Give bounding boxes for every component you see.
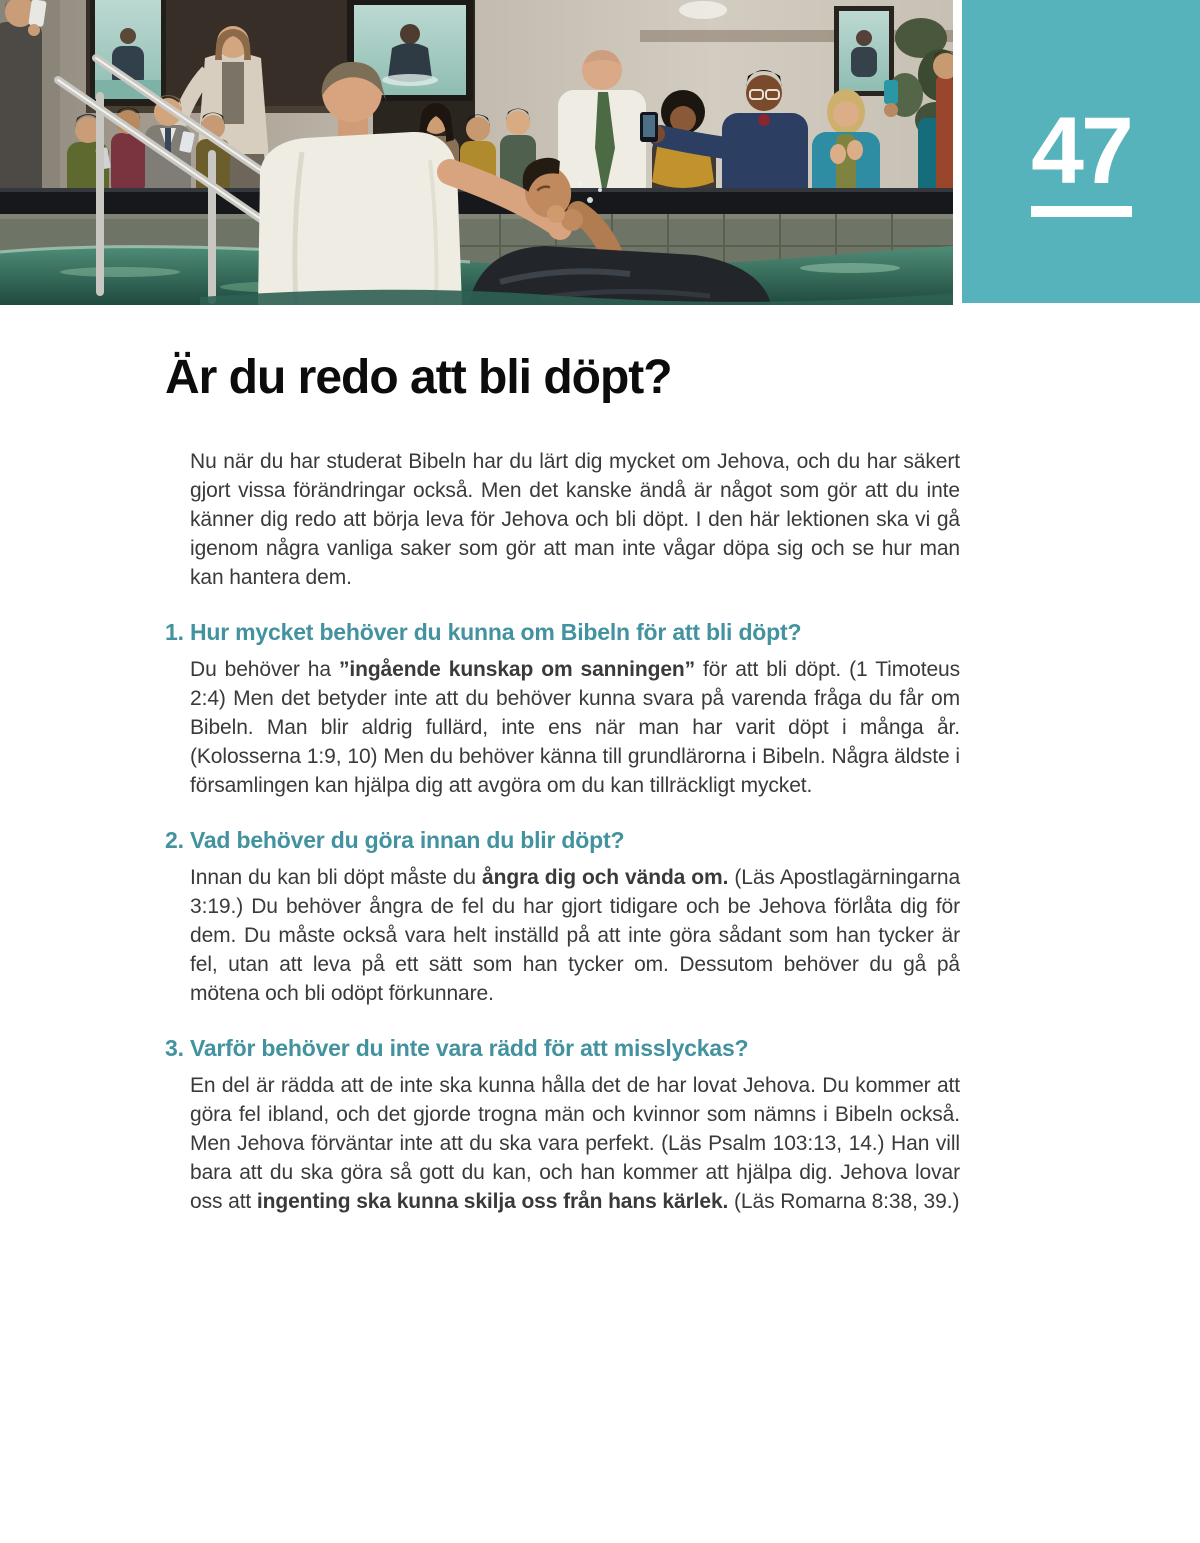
wall-screen-left (90, 0, 166, 106)
chapter-underline (1031, 206, 1132, 217)
chapter-number: 47 (1031, 98, 1131, 204)
section-heading-3: 3. Varför behöver du inte vara rädd för att misslyckas? (165, 1035, 749, 1062)
chapter-number-box (962, 0, 1200, 303)
lesson-content (0, 305, 1200, 1216)
intro-paragraph: Nu när du har studerat Bibeln har du lärt dig mycket om Jehova, och du har säkert gjort vissa förändringar också. Men det kanske ändå är något som gör att du inte känner dig redo att börja leva för Jehova och bli döpt. I den här lektionen ska vi gå igenom några vanliga saker som gör att man inte vågar döpa sig och se hur man kan hantera dem. (190, 450, 960, 590)
baptism-photo (0, 0, 953, 305)
section-paragraph-3: En del är rädda att de inte ska kunna hålla det de har lovat Jehova. Du kommer att göra fel ibland, och det gjorde trogna män och kvinnor som nämns i Bibeln också. Men Jehova förväntar inte att du ska vara perfekt. (Läs Psalm 103:13, 14.) Han vill bara att du ska göra så gott du kan, och han kommer att hjälpa dig. Jehova lovar oss att ingenting ska kunna skilja oss från hans kärlek. (Läs Romarna 8:38, 39.) (190, 1074, 960, 1214)
section-heading-1: 1. Hur mycket behöver du kunna om Bibeln för att bli döpt? (165, 619, 802, 646)
section-paragraph-1: Du behöver ha ”ingående kunskap om sanningen” för att bli döpt. (1 Timoteus 2:4) Men det betyder inte att du behöver kunna svara på varenda fråga du får om Bibeln. Man blir aldrig fullärd, inte ens när man har varit döpt i många år. (Kolosserna 1:9, 10) Men du behöver känna till grundlärorna i Bibeln. Några äldste i församlingen kan hjälpa dig att avgöra om du kan tillräckligt mycket. (190, 658, 961, 798)
baptism-photo-illustration (0, 0, 953, 305)
page-title: Är du redo att bli döpt? (165, 351, 672, 404)
section-paragraph-2: Innan du kan bli döpt måste du ångra dig och vända om. (Läs Apostlagärningarna 3:19.) Du behöver ångra de fel du har gjort tidigare och be Jehova förlåta dig för dem. Du måste också vara helt inställd på att inte göra sådant som han tycker är fel, utan att leva på ett sätt som han tycker om. Dessutom behöver du gå på mötena och bli odöpt förkunnare. (190, 866, 961, 1006)
section-heading-2: 2. Vad behöver du göra innan du blir döpt? (165, 827, 625, 854)
